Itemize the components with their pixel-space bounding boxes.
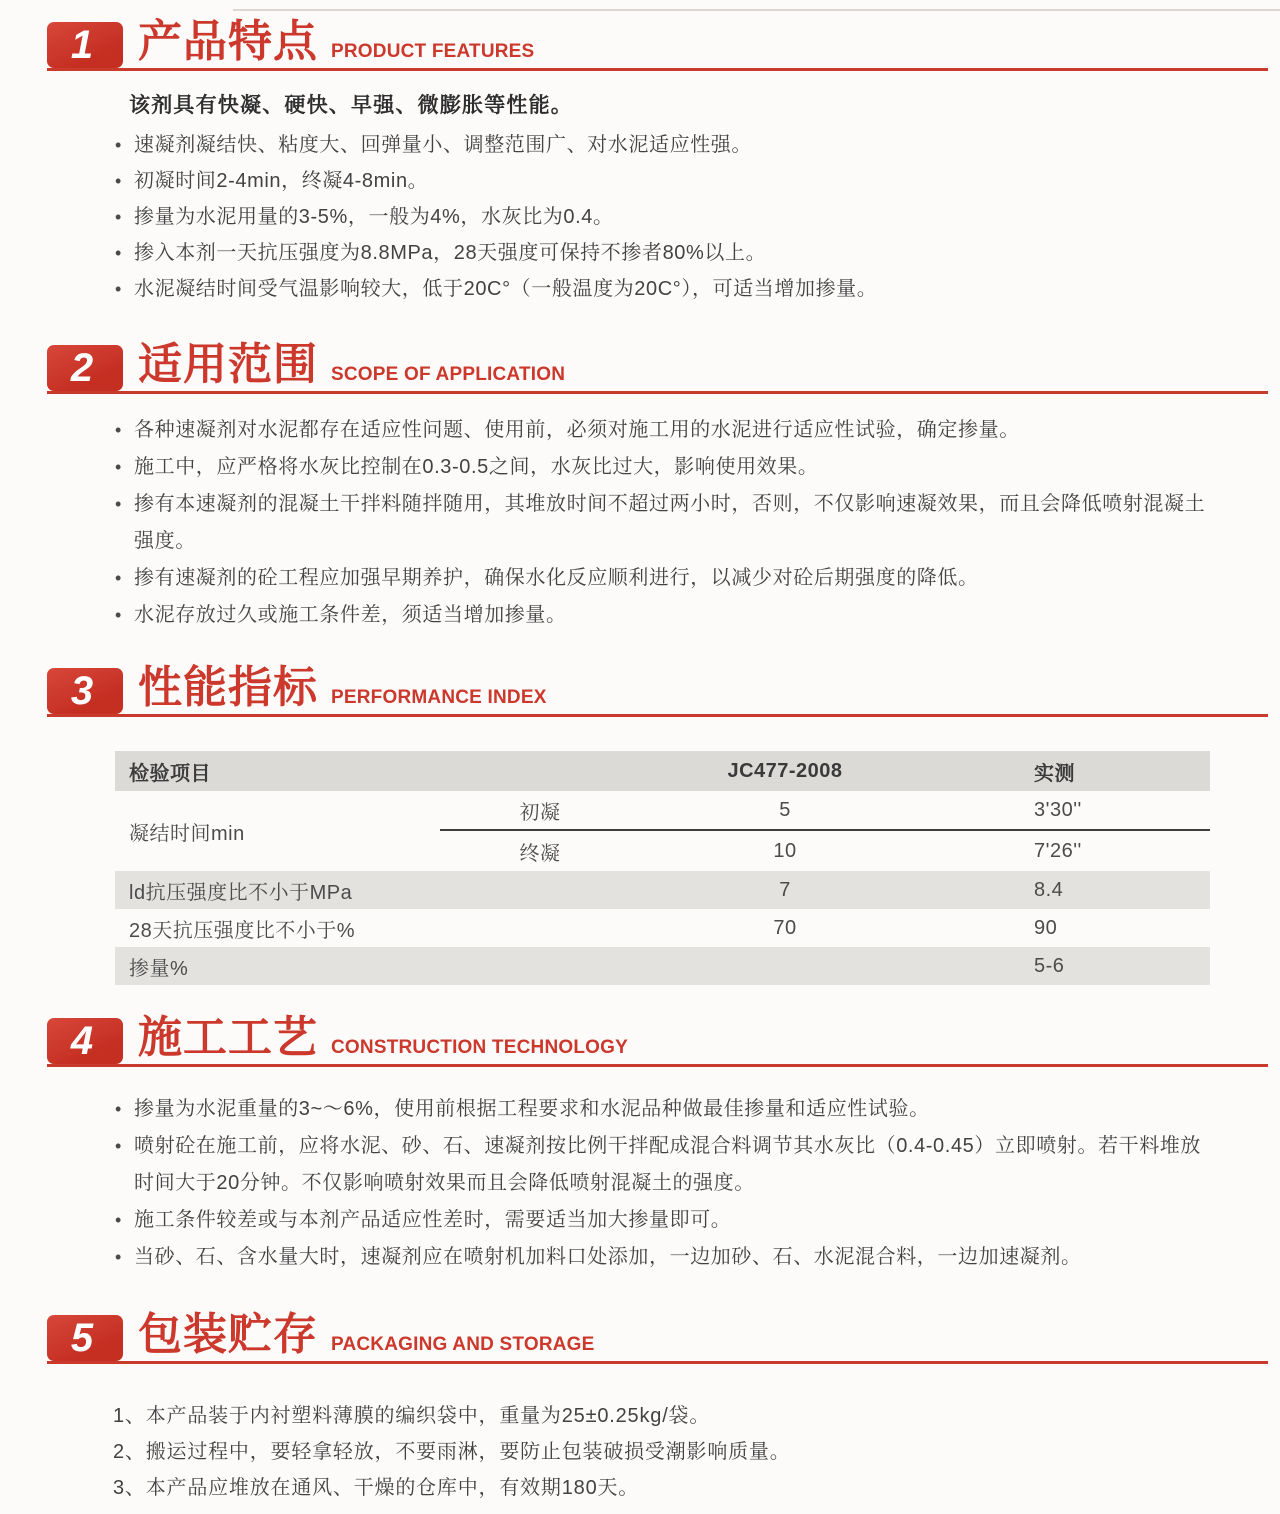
list-item: • 掺入本剂一天抗压强度为8.8MPa，28天强度可保持不掺者80%以上。	[113, 235, 1218, 271]
section-performance-index	[0, 663, 1280, 985]
section-number-badge: 5	[47, 1315, 123, 1361]
list-item: • 初凝时间2-4min，终凝4-8min。	[113, 163, 1218, 199]
list-item: • 喷射砼在施工前，应将水泥、砂、石、速凝剂按比例干拌配成混合料调节其水灰比（0.4-0.45）立即喷射。若干料堆放时间大于20分钟。不仅影响喷射效果而且会降低喷射混凝土的强度。	[113, 1128, 1218, 1202]
section-title-en: SCOPE OF APPLICATION	[331, 364, 566, 385]
subrow-label: 终凝	[519, 842, 561, 865]
header-cell-measured: 实测	[1034, 762, 1075, 785]
numbered-item: 3、本产品应堆放在通风、干燥的仓库中，有效期180天。	[113, 1477, 640, 1499]
table-subrow-initial-set	[440, 791, 1210, 831]
section-scope-of-application	[0, 340, 1280, 634]
list-item: • 掺量为水泥用量的3-5%，一般为4%，水灰比为0.4。	[113, 199, 1218, 235]
header-cell-standard: JC477-2008	[727, 759, 843, 782]
numbered-item: 2、搬运过程中，要轻拿轻放，不要雨淋，要防止包装破损受潮影响质量。	[113, 1441, 791, 1463]
section-product-features	[0, 17, 1280, 307]
table-header-row	[115, 751, 1210, 791]
row-label: ld抗压强度比不小于MPa	[129, 881, 353, 904]
section-number-badge: 2	[47, 345, 123, 391]
section-title-zh: 产品特点	[138, 17, 318, 66]
table-row-setting-time	[115, 791, 1210, 871]
list-item: • 掺有速凝剂的砼工程应加强早期养护，确保水化反应顺利进行，以减少对砼后期强度的降低。	[113, 560, 1218, 597]
measured-value: 8.4	[1034, 878, 1064, 901]
section-title-en: PACKAGING AND STORAGE	[331, 1334, 595, 1355]
performance-table	[115, 751, 1210, 985]
section-title-zh: 包装贮存	[138, 1310, 318, 1359]
header-cell-item: 检验项目	[129, 762, 211, 785]
measured-value: 7'26''	[1034, 839, 1082, 862]
section-number-badge: 4	[47, 1018, 123, 1064]
section-title-zh: 适用范围	[138, 340, 318, 389]
list-item: • 施工条件较差或与本剂产品适应性差时，需要适当加大掺量即可。	[113, 1202, 1218, 1239]
section-title-en: PRODUCT FEATURES	[331, 41, 535, 62]
section-construction-technology	[0, 1013, 1280, 1276]
table-row	[115, 871, 1210, 909]
list-item: • 各种速凝剂对水泥都存在适应性问题、使用前，必须对施工用的水泥进行适应性试验，确定掺量。	[113, 412, 1218, 449]
standard-value: 70	[773, 916, 797, 939]
row-label: 凝结时间min	[129, 822, 245, 845]
standard-value: 5	[779, 798, 791, 821]
table-row	[115, 909, 1210, 947]
standard-value: 7	[779, 878, 791, 901]
list-item: • 水泥凝结时间受气温影响较大，低于20C°（一般温度为20C°），可适当增加掺量。	[113, 271, 1218, 307]
table-row	[115, 947, 1210, 985]
list-item: • 水泥存放过久或施工条件差，须适当增加掺量。	[113, 597, 1218, 634]
page-top-divider	[233, 9, 1280, 11]
subrow-label: 初凝	[519, 801, 561, 824]
list-item: • 掺量为水泥重量的3~～6%，使用前根据工程要求和水泥品种做最佳掺量和适应性试验。	[113, 1091, 1218, 1128]
section-title-zh: 性能指标	[138, 663, 318, 712]
section-title-en: PERFORMANCE INDEX	[331, 687, 547, 708]
measured-value: 90	[1034, 916, 1058, 939]
row-label: 28天抗压强度比不小于%	[129, 919, 356, 942]
section-title-en: CONSTRUCTION TECHNOLOGY	[331, 1037, 628, 1058]
section-header	[47, 663, 1268, 717]
section-title-zh: 施工工艺	[138, 1013, 318, 1062]
list-item: • 速凝剂凝结快、粘度大、回弹量小、调整范围广、对水泥适应性强。	[113, 127, 1218, 163]
table-subrow-final-set	[440, 831, 1210, 871]
section-header	[47, 340, 1268, 394]
section-header	[47, 1310, 1268, 1364]
list-item: • 掺有本速凝剂的混凝土干拌料随拌随用，其堆放时间不超过两小时，否则，不仅影响速凝效果，而且会降低喷射混凝土强度。	[113, 486, 1218, 560]
section-number-badge: 3	[47, 668, 123, 714]
section-number-badge: 1	[47, 22, 123, 68]
row-label: 掺量%	[129, 957, 189, 980]
standard-value: 10	[773, 839, 797, 862]
section-header	[47, 1013, 1268, 1067]
list-item: • 当砂、石、含水量大时，速凝剂应在喷射机加料口处添加，一边加砂、石、水泥混合料，一边加速凝剂。	[113, 1239, 1218, 1276]
numbered-item: 1、本产品装于内衬塑料薄膜的编织袋中，重量为25±0.25kg/袋。	[113, 1405, 711, 1427]
list-item: • 施工中，应严格将水灰比控制在0.3-0.5之间，水灰比过大，影响使用效果。	[113, 449, 1218, 486]
intro-statement: 该剂具有快凝、硬快、早强、微膨胀等性能。	[129, 94, 573, 117]
section-header	[47, 17, 1268, 71]
measured-value: 5-6	[1034, 954, 1065, 977]
measured-value: 3'30''	[1034, 798, 1082, 821]
section-packaging-and-storage	[0, 1310, 1280, 1506]
